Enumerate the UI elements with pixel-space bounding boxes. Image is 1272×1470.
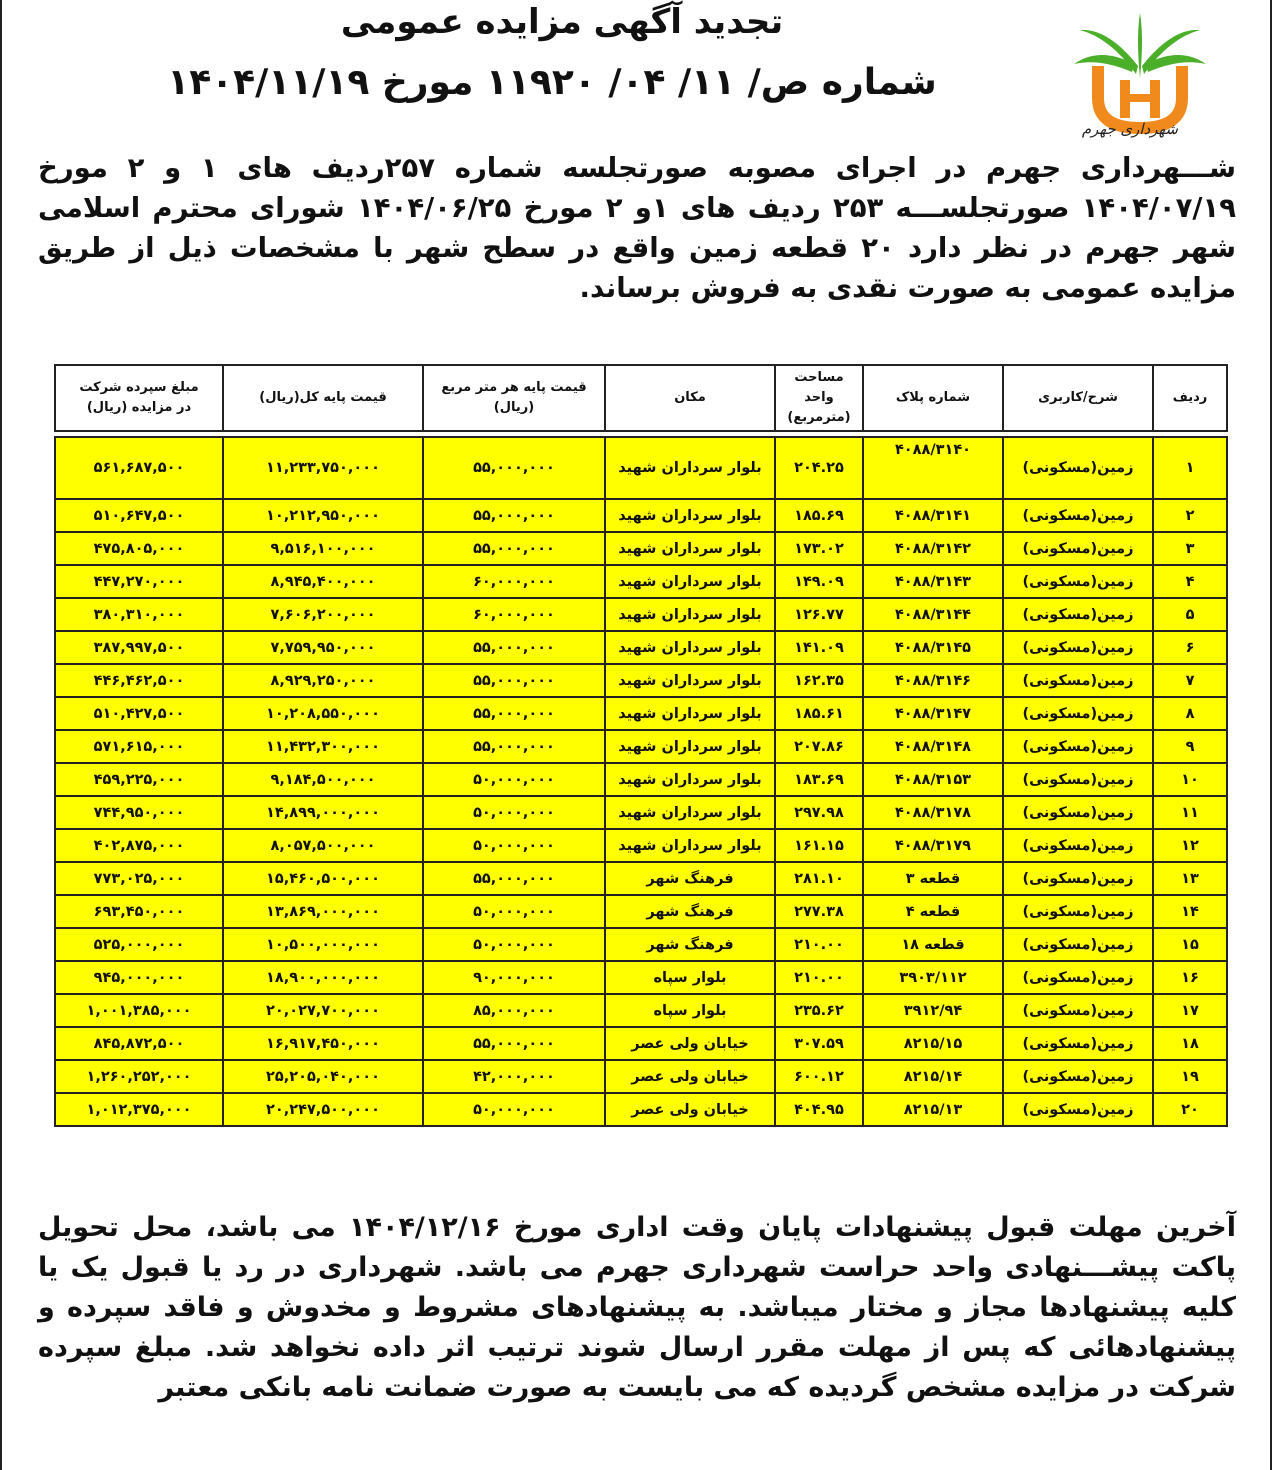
cell-usage: زمین(مسکونی) [1003, 829, 1153, 862]
cell-price-per-sqm: ۵۰,۰۰۰,۰۰۰ [423, 895, 605, 928]
header-col-deposit: مبلغ سپرده شرکت در مزایده (ریال) [55, 365, 223, 431]
cell-location: فرهنگ شهر [605, 862, 775, 895]
cell-total-price: ۱۳,۸۶۹,۰۰۰,۰۰۰ [223, 895, 423, 928]
table-row [55, 697, 1227, 730]
cell-area: ۱۶۱.۱۵ [775, 829, 863, 862]
cell-usage: زمین(مسکونی) [1003, 664, 1153, 697]
cell-total-price: ۲۰,۲۴۷,۵۰۰,۰۰۰ [223, 1093, 423, 1126]
cell-deposit: ۱,۰۱۲,۳۷۵,۰۰۰ [55, 1093, 223, 1126]
cell-usage: زمین(مسکونی) [1003, 895, 1153, 928]
cell-area: ۱۴۹.۰۹ [775, 565, 863, 598]
cell-deposit: ۳۸۰,۳۱۰,۰۰۰ [55, 598, 223, 631]
cell-row-number: ۱۸ [1153, 1027, 1227, 1060]
cell-location: بلوار سرداران شهید [605, 697, 775, 730]
cell-deposit: ۹۴۵,۰۰۰,۰۰۰ [55, 961, 223, 994]
cell-plaque: ۴۰۸۸/۳۱۷۹ [863, 829, 1003, 862]
cell-location: خیابان ولی عصر [605, 1060, 775, 1093]
cell-deposit: ۵۱۰,۴۲۷,۵۰۰ [55, 697, 223, 730]
header-col-area: مساحت واحد (مترمربع) [775, 365, 863, 431]
footer-paragraph [38, 1208, 1236, 1408]
logo-caption: شهرداری جهرم [1081, 120, 1178, 138]
table-row [55, 664, 1227, 697]
cell-usage: زمین(مسکونی) [1003, 1027, 1153, 1060]
cell-location: بلوار سرداران شهید [605, 565, 775, 598]
cell-row-number: ۲۰ [1153, 1093, 1227, 1126]
cell-row-number: ۳ [1153, 532, 1227, 565]
cell-location: بلوار سرداران شهید [605, 730, 775, 763]
header-col-plaque: شماره پلاک [863, 365, 1003, 431]
cell-total-price: ۸,۹۲۹,۲۵۰,۰۰۰ [223, 664, 423, 697]
cell-row-number: ۵ [1153, 598, 1227, 631]
table-row [55, 961, 1227, 994]
cell-location: بلوار سرداران شهید [605, 664, 775, 697]
cell-price-per-sqm: ۹۰,۰۰۰,۰۰۰ [423, 961, 605, 994]
cell-area: ۱۸۵.۶۹ [775, 499, 863, 532]
cell-usage: زمین(مسکونی) [1003, 532, 1153, 565]
cell-area: ۲۸۱.۱۰ [775, 862, 863, 895]
cell-deposit: ۷۴۴,۹۵۰,۰۰۰ [55, 796, 223, 829]
table-row [55, 730, 1227, 763]
cell-row-number: ۶ [1153, 631, 1227, 664]
cell-plaque: ۴۰۸۸/۳۱۴۰ [863, 437, 1003, 499]
cell-total-price: ۱۰,۲۱۲,۹۵۰,۰۰۰ [223, 499, 423, 532]
cell-deposit: ۶۹۳,۴۵۰,۰۰۰ [55, 895, 223, 928]
cell-deposit: ۵۶۱,۶۸۷,۵۰۰ [55, 437, 223, 499]
cell-area: ۳۰۷.۵۹ [775, 1027, 863, 1060]
cell-total-price: ۱۸,۹۰۰,۰۰۰,۰۰۰ [223, 961, 423, 994]
table-row [55, 598, 1227, 631]
cell-area: ۱۶۲.۳۵ [775, 664, 863, 697]
cell-deposit: ۵۷۱,۶۱۵,۰۰۰ [55, 730, 223, 763]
cell-usage: زمین(مسکونی) [1003, 961, 1153, 994]
table-row [55, 1060, 1227, 1093]
cell-price-per-sqm: ۵۰,۰۰۰,۰۰۰ [423, 763, 605, 796]
table-row [55, 763, 1227, 796]
cell-row-number: ۱۰ [1153, 763, 1227, 796]
cell-price-per-sqm: ۵۵,۰۰۰,۰۰۰ [423, 532, 605, 565]
table-row [55, 895, 1227, 928]
cell-deposit: ۴۴۶,۴۶۲,۵۰۰ [55, 664, 223, 697]
cell-total-price: ۱۵,۴۶۰,۵۰۰,۰۰۰ [223, 862, 423, 895]
cell-location: بلوار سپاه [605, 994, 775, 1027]
table-row [55, 532, 1227, 565]
cell-plaque: ۴۰۸۸/۳۱۷۸ [863, 796, 1003, 829]
cell-area: ۴۰۴.۹۵ [775, 1093, 863, 1126]
header-col-usage: شرح/کاربری [1003, 365, 1153, 431]
header-col-location: مکان [605, 365, 775, 431]
announcement-number: شماره ص/ ۱۱/ ۰۴/ ۱۱۹۲۰ مورخ ۱۴۰۴/۱۱/۱۹ [167, 62, 937, 103]
cell-total-price: ۸,۹۴۵,۴۰۰,۰۰۰ [223, 565, 423, 598]
cell-price-per-sqm: ۵۰,۰۰۰,۰۰۰ [423, 796, 605, 829]
cell-price-per-sqm: ۵۵,۰۰۰,۰۰۰ [423, 697, 605, 730]
cell-area: ۱۲۶.۷۷ [775, 598, 863, 631]
cell-usage: زمین(مسکونی) [1003, 437, 1153, 499]
cell-plaque: ۴۰۸۸/۳۱۴۵ [863, 631, 1003, 664]
cell-plaque: ۴۰۸۸/۳۱۴۳ [863, 565, 1003, 598]
cell-plaque: قطعه ۱۸ [863, 928, 1003, 961]
cell-plaque: ۴۰۸۸/۳۱۴۲ [863, 532, 1003, 565]
table-row [55, 1093, 1227, 1126]
cell-row-number: ۱۱ [1153, 796, 1227, 829]
table-row [55, 1027, 1227, 1060]
cell-price-per-sqm: ۵۵,۰۰۰,۰۰۰ [423, 730, 605, 763]
table-row [55, 829, 1227, 862]
cell-plaque: ۳۹۰۳/۱۱۲ [863, 961, 1003, 994]
cell-price-per-sqm: ۴۲,۰۰۰,۰۰۰ [423, 1060, 605, 1093]
header-col-total-price: قیمت پایه کل(ریال) [223, 365, 423, 431]
cell-area: ۱۸۵.۶۱ [775, 697, 863, 730]
cell-location: بلوار سرداران شهید [605, 796, 775, 829]
cell-row-number: ۱۵ [1153, 928, 1227, 961]
cell-deposit: ۴۴۷,۲۷۰,۰۰۰ [55, 565, 223, 598]
cell-deposit: ۴۵۹,۲۲۵,۰۰۰ [55, 763, 223, 796]
cell-row-number: ۱۹ [1153, 1060, 1227, 1093]
cell-price-per-sqm: ۵۰,۰۰۰,۰۰۰ [423, 928, 605, 961]
cell-plaque: ۴۰۸۸/۳۱۴۷ [863, 697, 1003, 730]
cell-plaque: ۸۲۱۵/۱۳ [863, 1093, 1003, 1126]
cell-deposit: ۸۴۵,۸۷۲,۵۰۰ [55, 1027, 223, 1060]
cell-plaque: ۴۰۸۸/۳۱۴۶ [863, 664, 1003, 697]
cell-row-number: ۲ [1153, 499, 1227, 532]
header-col-row-number: ردیف [1153, 365, 1227, 431]
cell-area: ۶۰۰.۱۲ [775, 1060, 863, 1093]
cell-usage: زمین(مسکونی) [1003, 565, 1153, 598]
table-row [55, 862, 1227, 895]
cell-usage: زمین(مسکونی) [1003, 1060, 1153, 1093]
cell-usage: زمین(مسکونی) [1003, 697, 1153, 730]
cell-area: ۲۰۷.۸۶ [775, 730, 863, 763]
cell-price-per-sqm: ۵۵,۰۰۰,۰۰۰ [423, 664, 605, 697]
cell-price-per-sqm: ۶۰,۰۰۰,۰۰۰ [423, 598, 605, 631]
cell-plaque: قطعه ۴ [863, 895, 1003, 928]
cell-deposit: ۱,۰۰۱,۳۸۵,۰۰۰ [55, 994, 223, 1027]
cell-deposit: ۵۱۰,۶۴۷,۵۰۰ [55, 499, 223, 532]
cell-deposit: ۴۷۵,۸۰۵,۰۰۰ [55, 532, 223, 565]
cell-total-price: ۱۱,۲۳۳,۷۵۰,۰۰۰ [223, 437, 423, 499]
table-row [55, 796, 1227, 829]
cell-usage: زمین(مسکونی) [1003, 994, 1153, 1027]
cell-plaque: ۴۰۸۸/۳۱۴۱ [863, 499, 1003, 532]
table-row [55, 565, 1227, 598]
cell-usage: زمین(مسکونی) [1003, 928, 1153, 961]
cell-plaque: ۳۹۱۲/۹۴ [863, 994, 1003, 1027]
cell-total-price: ۹,۵۱۶,۱۰۰,۰۰۰ [223, 532, 423, 565]
cell-usage: زمین(مسکونی) [1003, 631, 1153, 664]
cell-total-price: ۱۴,۸۹۹,۰۰۰,۰۰۰ [223, 796, 423, 829]
cell-area: ۲۹۷.۹۸ [775, 796, 863, 829]
cell-deposit: ۳۸۷,۹۹۷,۵۰۰ [55, 631, 223, 664]
cell-price-per-sqm: ۵۰,۰۰۰,۰۰۰ [423, 1093, 605, 1126]
header-col-price-per-sqm: قیمت پایه هر متر مربع (ریال) [423, 365, 605, 431]
cell-deposit: ۷۷۳,۰۲۵,۰۰۰ [55, 862, 223, 895]
cell-plaque: ۸۲۱۵/۱۴ [863, 1060, 1003, 1093]
table-header-row [55, 365, 1227, 431]
cell-deposit: ۴۰۲,۸۷۵,۰۰۰ [55, 829, 223, 862]
cell-plaque: ۴۰۸۸/۳۱۵۳ [863, 763, 1003, 796]
cell-total-price: ۱۰,۲۰۸,۵۵۰,۰۰۰ [223, 697, 423, 730]
cell-row-number: ۸ [1153, 697, 1227, 730]
cell-row-number: ۱۶ [1153, 961, 1227, 994]
cell-row-number: ۷ [1153, 664, 1227, 697]
cell-usage: زمین(مسکونی) [1003, 598, 1153, 631]
cell-total-price: ۱۶,۹۱۷,۴۵۰,۰۰۰ [223, 1027, 423, 1060]
cell-location: بلوار سرداران شهید [605, 631, 775, 664]
cell-deposit: ۵۲۵,۰۰۰,۰۰۰ [55, 928, 223, 961]
cell-usage: زمین(مسکونی) [1003, 862, 1153, 895]
cell-price-per-sqm: ۵۵,۰۰۰,۰۰۰ [423, 862, 605, 895]
footer-text: آخرین مهلت قبول پیشنهادات پایان وقت اداری مورخ ۱۴۰۴/۱۲/۱۶ می باشد، محل تحویل پاکت پیشـــنهادی واحد حراست شهرداری جهرم می باشد. شهرداری در رد یا قبول یک یا کلیه پیشنهادها مجاز و مختار میباشد. به پیشنهادهای مشروط و مخدوش و فاقد سپرده و پیشنهادهائی که پس از مهلت مقرر ارسال شوند ترتیب اثر داده نخواهد شد. مبلغ سپرده شرکت در مزایده مشخص گردیده که می بایست به صورت ضمانت نامه بانکی معتبر [38, 1212, 1236, 1403]
cell-area: ۲۷۷.۳۸ [775, 895, 863, 928]
cell-row-number: ۱۷ [1153, 994, 1227, 1027]
intro-text: شـــهرداری جهرم در اجرای مصوبه صورتجلسه شماره ۲۵۷ردیف های ۱ و ۲ مورخ ۱۴۰۴/۰۷/۱۹ صورتجلســـه ۲۵۳ ردیف های ۱و ۲ مورخ ۱۴۰۴/۰۶/۲۵ شورای محترم اسلامی شهر جهرم در نظر دارد ۲۰ قطعه زمین واقع در سطح شهر با مشخصات ذیل از طریق مزایده عمومی به صورت نقدی به فروش برساند. [38, 152, 1236, 304]
cell-location: فرهنگ شهر [605, 928, 775, 961]
cell-area: ۱۴۱.۰۹ [775, 631, 863, 664]
table-row [55, 928, 1227, 961]
cell-usage: زمین(مسکونی) [1003, 1093, 1153, 1126]
cell-total-price: ۸,۰۵۷,۵۰۰,۰۰۰ [223, 829, 423, 862]
cell-location: فرهنگ شهر [605, 895, 775, 928]
cell-location: خیابان ولی عصر [605, 1027, 775, 1060]
cell-total-price: ۷,۶۰۶,۲۰۰,۰۰۰ [223, 598, 423, 631]
cell-area: ۲۳۵.۶۲ [775, 994, 863, 1027]
cell-usage: زمین(مسکونی) [1003, 730, 1153, 763]
cell-total-price: ۲۰,۰۲۷,۷۰۰,۰۰۰ [223, 994, 423, 1027]
cell-plaque: ۴۰۸۸/۳۱۴۸ [863, 730, 1003, 763]
cell-usage: زمین(مسکونی) [1003, 499, 1153, 532]
cell-area: ۱۷۳.۰۲ [775, 532, 863, 565]
cell-location: بلوار سرداران شهید [605, 598, 775, 631]
table-row [55, 437, 1227, 499]
cell-location: بلوار سرداران شهید [605, 499, 775, 532]
cell-usage: زمین(مسکونی) [1003, 796, 1153, 829]
cell-location: بلوار سپاه [605, 961, 775, 994]
cell-area: ۲۱۰.۰۰ [775, 928, 863, 961]
page-title: تجدید آگهی مزایده عمومی [340, 2, 784, 42]
cell-total-price: ۱۰,۵۰۰,۰۰۰,۰۰۰ [223, 928, 423, 961]
cell-row-number: ۱ [1153, 437, 1227, 499]
cell-plaque: ۸۲۱۵/۱۵ [863, 1027, 1003, 1060]
cell-price-per-sqm: ۵۰,۰۰۰,۰۰۰ [423, 829, 605, 862]
cell-area: ۲۱۰.۰۰ [775, 961, 863, 994]
table-row [55, 631, 1227, 664]
cell-row-number: ۹ [1153, 730, 1227, 763]
auction-table [54, 364, 1228, 1127]
cell-location: بلوار سرداران شهید [605, 532, 775, 565]
cell-location: خیابان ولی عصر [605, 1093, 775, 1126]
intro-paragraph [38, 148, 1236, 308]
cell-price-per-sqm: ۵۵,۰۰۰,۰۰۰ [423, 499, 605, 532]
cell-total-price: ۱۱,۴۳۲,۳۰۰,۰۰۰ [223, 730, 423, 763]
cell-location: بلوار سرداران شهید [605, 437, 775, 499]
cell-plaque: ۴۰۸۸/۳۱۴۴ [863, 598, 1003, 631]
table-row [55, 499, 1227, 532]
cell-total-price: ۲۵,۲۰۵,۰۴۰,۰۰۰ [223, 1060, 423, 1093]
cell-row-number: ۱۳ [1153, 862, 1227, 895]
cell-price-per-sqm: ۵۵,۰۰۰,۰۰۰ [423, 1027, 605, 1060]
cell-location: بلوار سرداران شهید [605, 829, 775, 862]
table-body [55, 431, 1227, 1126]
cell-deposit: ۱,۲۶۰,۲۵۲,۰۰۰ [55, 1060, 223, 1093]
cell-usage: زمین(مسکونی) [1003, 763, 1153, 796]
table-row [55, 994, 1227, 1027]
cell-price-per-sqm: ۸۵,۰۰۰,۰۰۰ [423, 994, 605, 1027]
cell-total-price: ۹,۱۸۴,۵۰۰,۰۰۰ [223, 763, 423, 796]
cell-total-price: ۷,۷۵۹,۹۵۰,۰۰۰ [223, 631, 423, 664]
cell-price-per-sqm: ۵۵,۰۰۰,۰۰۰ [423, 437, 605, 499]
cell-location: بلوار سرداران شهید [605, 763, 775, 796]
cell-price-per-sqm: ۶۰,۰۰۰,۰۰۰ [423, 565, 605, 598]
cell-area: ۱۸۳.۶۹ [775, 763, 863, 796]
cell-plaque: قطعه ۳ [863, 862, 1003, 895]
cell-row-number: ۱۲ [1153, 829, 1227, 862]
cell-row-number: ۱۴ [1153, 895, 1227, 928]
cell-price-per-sqm: ۵۵,۰۰۰,۰۰۰ [423, 631, 605, 664]
cell-row-number: ۴ [1153, 565, 1227, 598]
cell-area: ۲۰۴.۲۵ [775, 437, 863, 499]
